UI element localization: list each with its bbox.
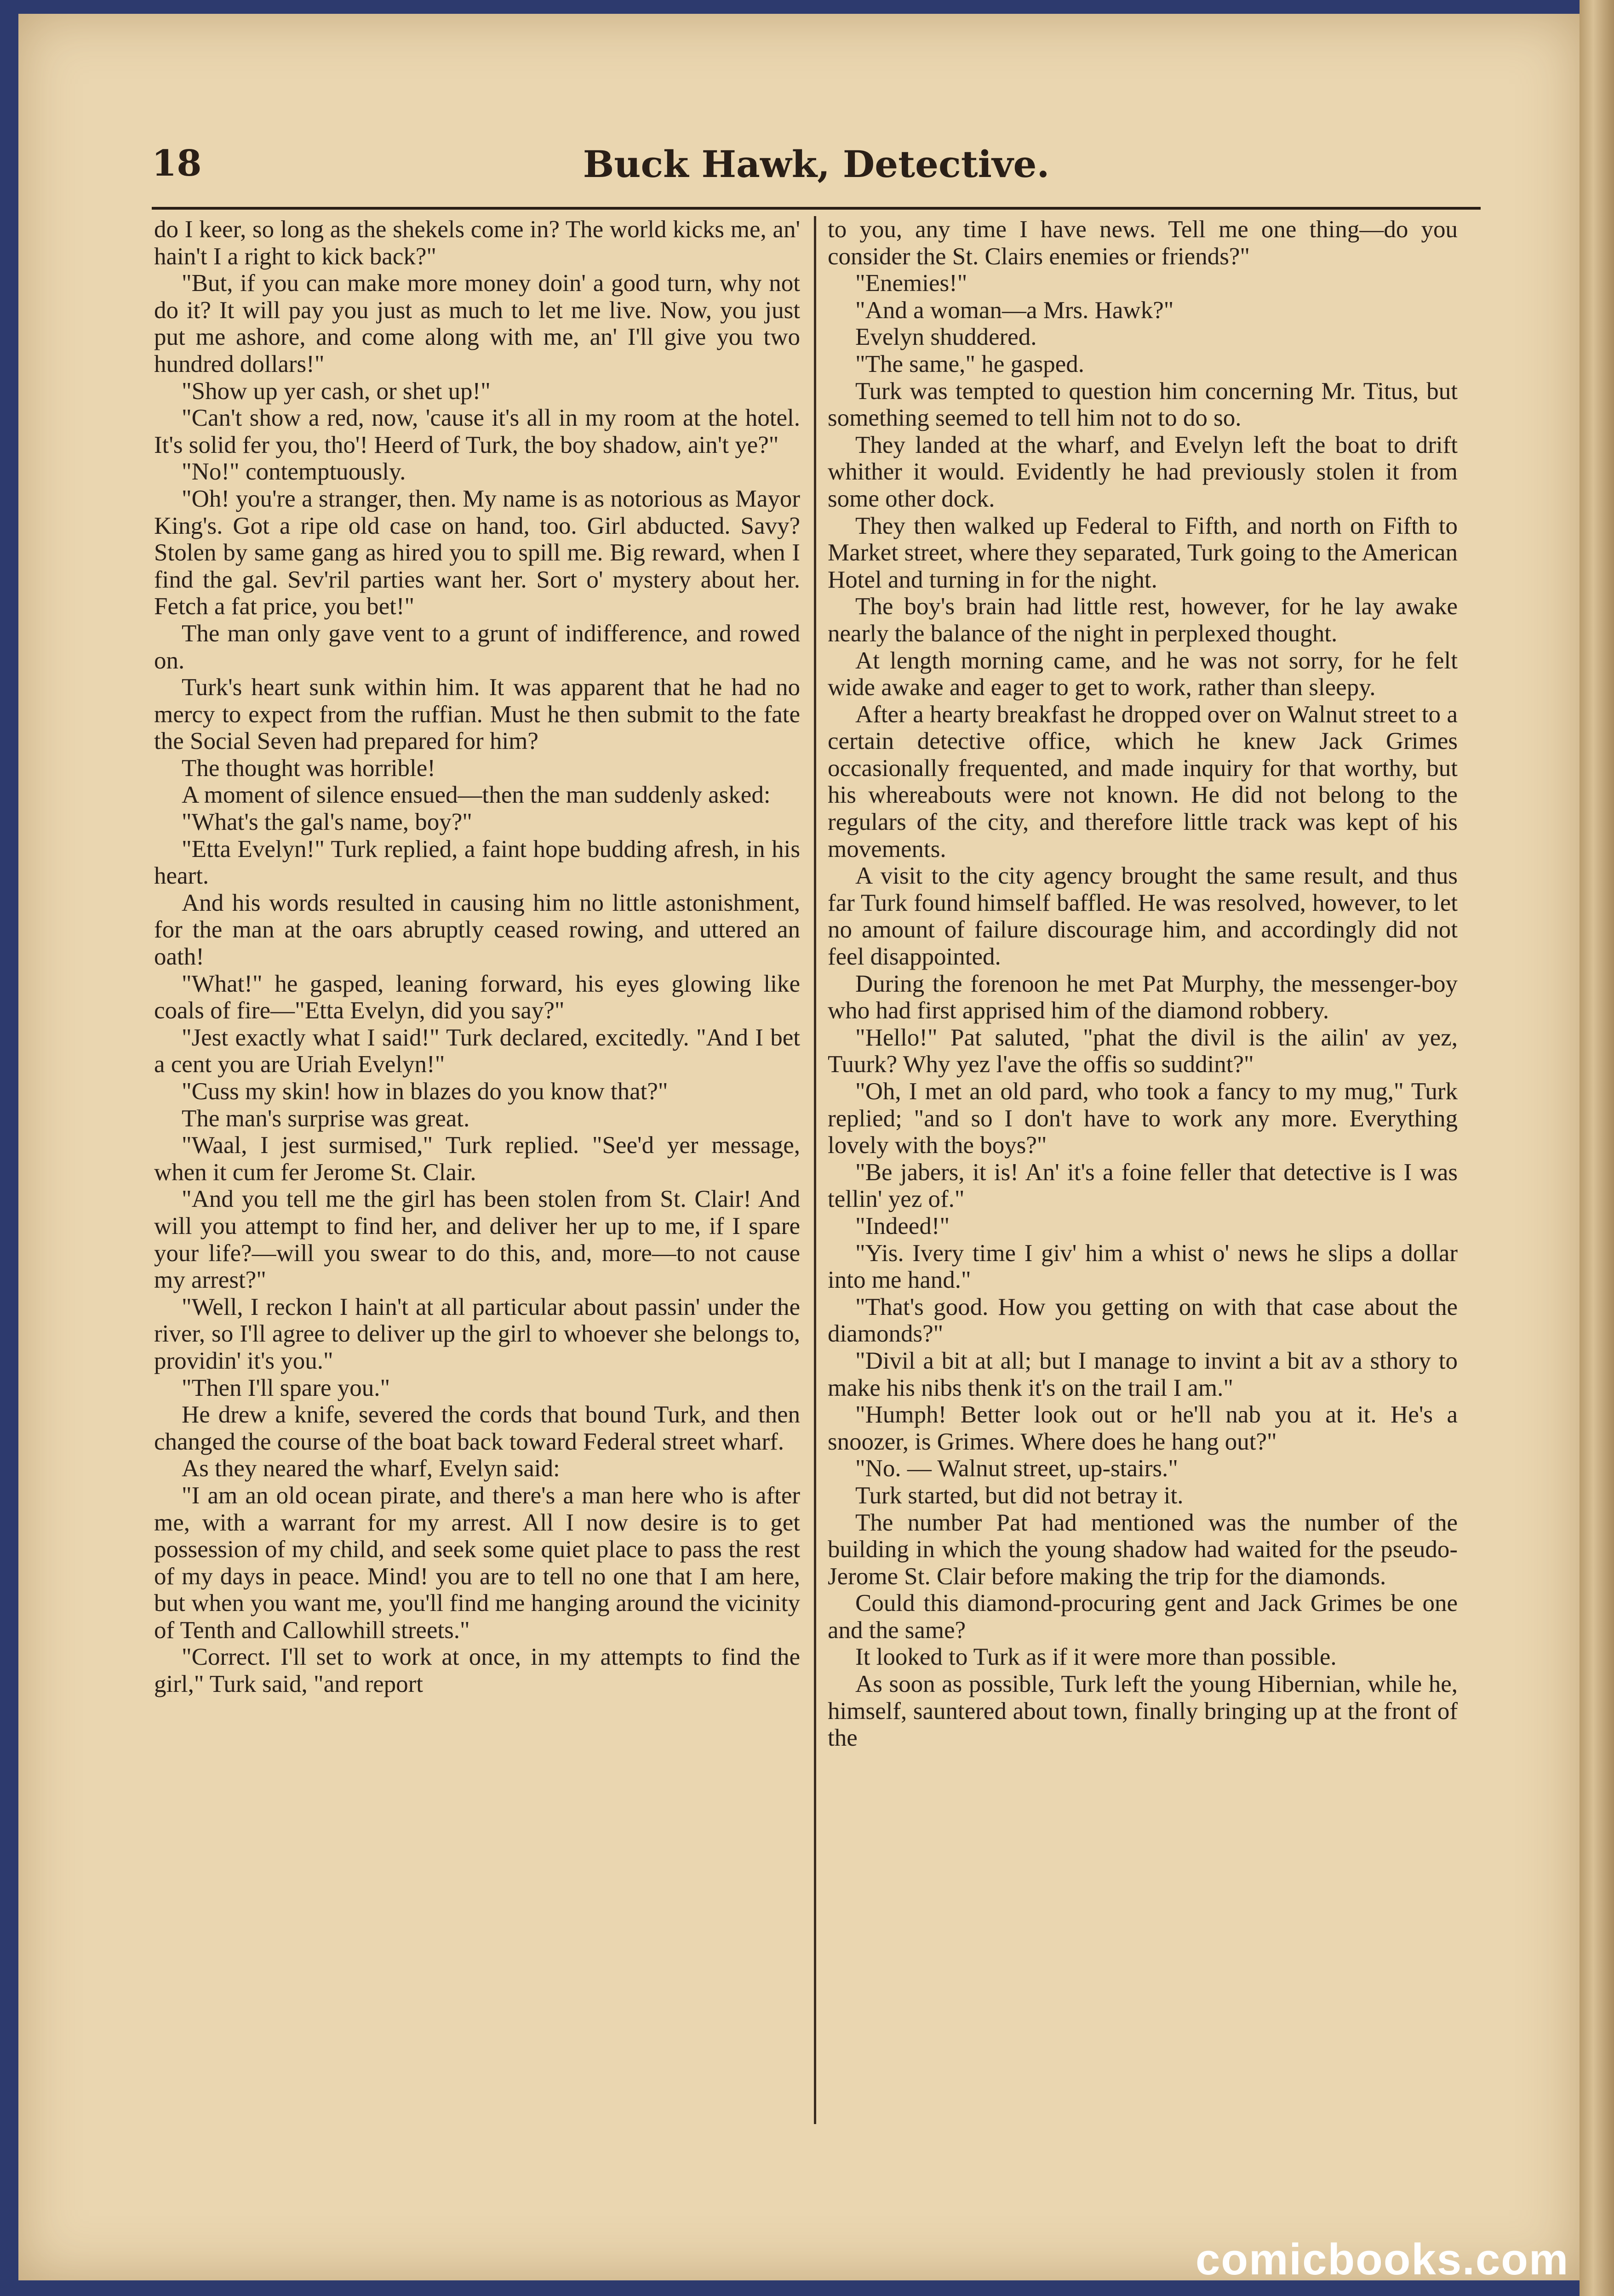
- paragraph: "Humph! Better look out or he'll nab you at it. He's a snoozer, is Grimes. Where does he hang out?": [828, 1401, 1458, 1455]
- paragraph: The boy's brain had little rest, however, for he lay awake nearly the balance of the night in perplexed thought.: [828, 593, 1458, 647]
- paragraph: The man only gave vent to a grunt of indifference, and rowed on.: [154, 620, 800, 674]
- paragraph: "Well, I reckon I hain't at all particular about passin' under the river, so I'll agree to deliver up the girl to whoever she belongs to, providin' it's you.": [154, 1293, 800, 1374]
- paragraph: "Hello!" Pat saluted, "phat the divil is the ailin' av yez, Tuurk? Why yez l'ave the offis so suddint?": [828, 1024, 1458, 1078]
- paragraph: "Jest exactly what I said!" Turk declared, excitedly. "And I bet a cent you are Uriah Evelyn!": [154, 1024, 800, 1078]
- page-spine-edge: [1580, 0, 1614, 2296]
- page-number: 18: [152, 143, 202, 184]
- column-divider: [814, 216, 816, 2124]
- paragraph: Turk's heart sunk within him. It was apparent that he had no mercy to expect from the ruffian. Must he then submit to the fate the Social Seven had prepared for him?: [154, 674, 800, 755]
- paragraph: "But, if you can make more money doin' a good turn, why not do it? It will pay you just as much to let me live. Now, you just put me ashore, and come along with me, an' I'll give you two hundred dollars!": [154, 270, 800, 377]
- paragraph: At length morning came, and he was not sorry, for he felt wide awake and eager to get to work, rather than sleepy.: [828, 647, 1458, 701]
- paragraph: "Oh, I met an old pard, who took a fancy to my mug," Turk replied; "and so I don't have to work any more. Everything lovely with the boys?": [828, 1078, 1458, 1159]
- paragraph: During the forenoon he met Pat Murphy, the messenger-boy who had first apprised him of the diamond robbery.: [828, 970, 1458, 1024]
- paragraph: "Divil a bit at all; but I manage to invint a bit av a sthory to make his nibs thenk it's on the trail I am.": [828, 1347, 1458, 1401]
- paragraph: The thought was horrible!: [182, 754, 435, 782]
- right-column: [828, 216, 1458, 2138]
- paragraph: "Show up yer cash, or shet up!": [182, 377, 491, 405]
- paragraph: They landed at the wharf, and Evelyn left the boat to drift whither it would. Evidently he had previously stolen it from some other dock.: [828, 431, 1458, 512]
- paragraph: "And you tell me the girl has been stolen from St. Clair! And will you attempt to find her, and deliver her up to me, if I spare your life?—will you swear to do this, and, more—to not cause my arrest?": [154, 1186, 800, 1294]
- paragraph: "Cuss my skin! how in blazes do you know that?": [182, 1078, 668, 1105]
- paragraph: "Indeed!": [855, 1212, 950, 1239]
- paragraph: "Be jabers, it is! An' it's a foine feller that detective is I was tellin' yez of.": [828, 1159, 1458, 1213]
- paragraph: do I keer, so long as the shekels come in? The world kicks me, an' hain't I a right to kick back?": [154, 216, 800, 270]
- paragraph: "No!" contemptuously.: [182, 458, 406, 485]
- paragraph: "Yis. Ivery time I giv' him a whist o' news he slips a dollar into me hand.": [828, 1239, 1458, 1294]
- left-column: [154, 216, 800, 2138]
- paragraph: "Can't show a red, now, 'cause it's all in my room at the hotel. It's solid fer you, tho'! Heerd of Turk, the boy shadow, ain't ye?": [154, 405, 800, 458]
- paragraph: Could this diamond-procuring gent and Jack Grimes be one and the same?: [828, 1590, 1458, 1644]
- paragraph: Turk started, but did not betray it.: [855, 1482, 1184, 1509]
- header-rule: [152, 207, 1481, 210]
- watermark: comicbooks.com: [1196, 2235, 1569, 2284]
- paragraph: The number Pat had mentioned was the number of the building in which the young shadow had waited for the pseudo-Jerome St. Clair before making the trip for the diamonds.: [828, 1509, 1458, 1590]
- paragraph: As soon as possible, Turk left the young Hibernian, while he, himself, sauntered about town, finally bringing up at the front of the: [828, 1671, 1458, 1752]
- paragraph: "What's the gal's name, boy?": [182, 809, 472, 836]
- paragraph: "Waal, I jest surmised," Turk replied. "See'd yer message, when it cum fer Jerome St. Clair.: [154, 1132, 800, 1186]
- paragraph: The man's surprise was great.: [182, 1105, 470, 1132]
- paragraph: "No. — Walnut street, up-stairs.": [855, 1455, 1178, 1482]
- paragraph: "I am an old ocean pirate, and there's a man here who is after me, with a warrant for my arrest. All I now desire is to get possession of my child, and seek some quiet place to pass the rest of my days in peace. Mind! you are to tell no one that I am here, but when you want me, you'll find me hanging around the vicinity of Tenth and Callowhill streets.": [154, 1482, 800, 1644]
- paragraph: to you, any time I have news. Tell me one thing—do you consider the St. Clairs enemies or friends?": [828, 216, 1458, 270]
- paragraph: "And a woman—a Mrs. Hawk?": [855, 297, 1174, 324]
- paragraph: A visit to the city agency brought the same result, and thus far Turk found himself baffled. He was resolved, however, to let no amount of failure discourage him, and accordingly did not feel disappointed.: [828, 862, 1458, 971]
- paragraph: As they neared the wharf, Evelyn said:: [182, 1455, 560, 1482]
- paragraph: It looked to Turk as if it were more than possible.: [855, 1644, 1337, 1671]
- paragraph: A moment of silence ensued—then the man suddenly asked:: [182, 782, 771, 809]
- paragraph: They then walked up Federal to Fifth, and north on Fifth to Market street, where they separated, Turk going to the American Hotel and turning in for the night.: [828, 512, 1458, 593]
- running-title: Buck Hawk, Detective.: [583, 143, 1050, 186]
- paragraph: After a hearty breakfast he dropped over on Walnut street to a certain detective office, which he knew Jack Grimes occasionally frequented, and made inquiry for that worthy, but his whereabouts were not known. He did not belong to the regulars of the city, and therefore little track was kept of his movements.: [828, 701, 1458, 862]
- paragraph: "Enemies!": [855, 270, 967, 297]
- paragraph: "That's good. How you getting on with that case about the diamonds?": [828, 1293, 1458, 1348]
- paragraph: "Oh! you're a stranger, then. My name is as notorious as Mayor King's. Got a ripe old case on hand, too. Girl abducted. Savy? Stolen by same gang as hired you to spill me. Big reward, when I find the gal. Sev'ril parties want her. Sort o' mystery about her. Fetch a fat price, you bet!": [154, 485, 800, 620]
- page-header: [152, 138, 1481, 198]
- paragraph: He drew a knife, severed the cords that bound Turk, and then changed the course of the boat back toward Federal street wharf.: [154, 1401, 800, 1455]
- paragraph: And his words resulted in causing him no little astonishment, for the man at the oars abruptly ceased rowing, and uttered an oath!: [154, 889, 800, 971]
- paragraph: "The same," he gasped.: [855, 350, 1085, 377]
- paragraph: "Then I'll spare you.": [182, 1374, 390, 1401]
- paragraph: Turk was tempted to question him concerning Mr. Titus, but something seemed to tell him not to do so.: [828, 377, 1458, 432]
- paragraph: "What!" he gasped, leaning forward, his eyes glowing like coals of fire—"Etta Evelyn, did you say?": [154, 970, 800, 1024]
- paragraph: "Etta Evelyn!" Turk replied, a faint hope budding afresh, in his heart.: [154, 835, 800, 890]
- paragraph: Evelyn shuddered.: [855, 324, 1037, 351]
- paragraph: "Correct. I'll set to work at once, in my attempts to find the girl," Turk said, "and report: [154, 1644, 800, 1698]
